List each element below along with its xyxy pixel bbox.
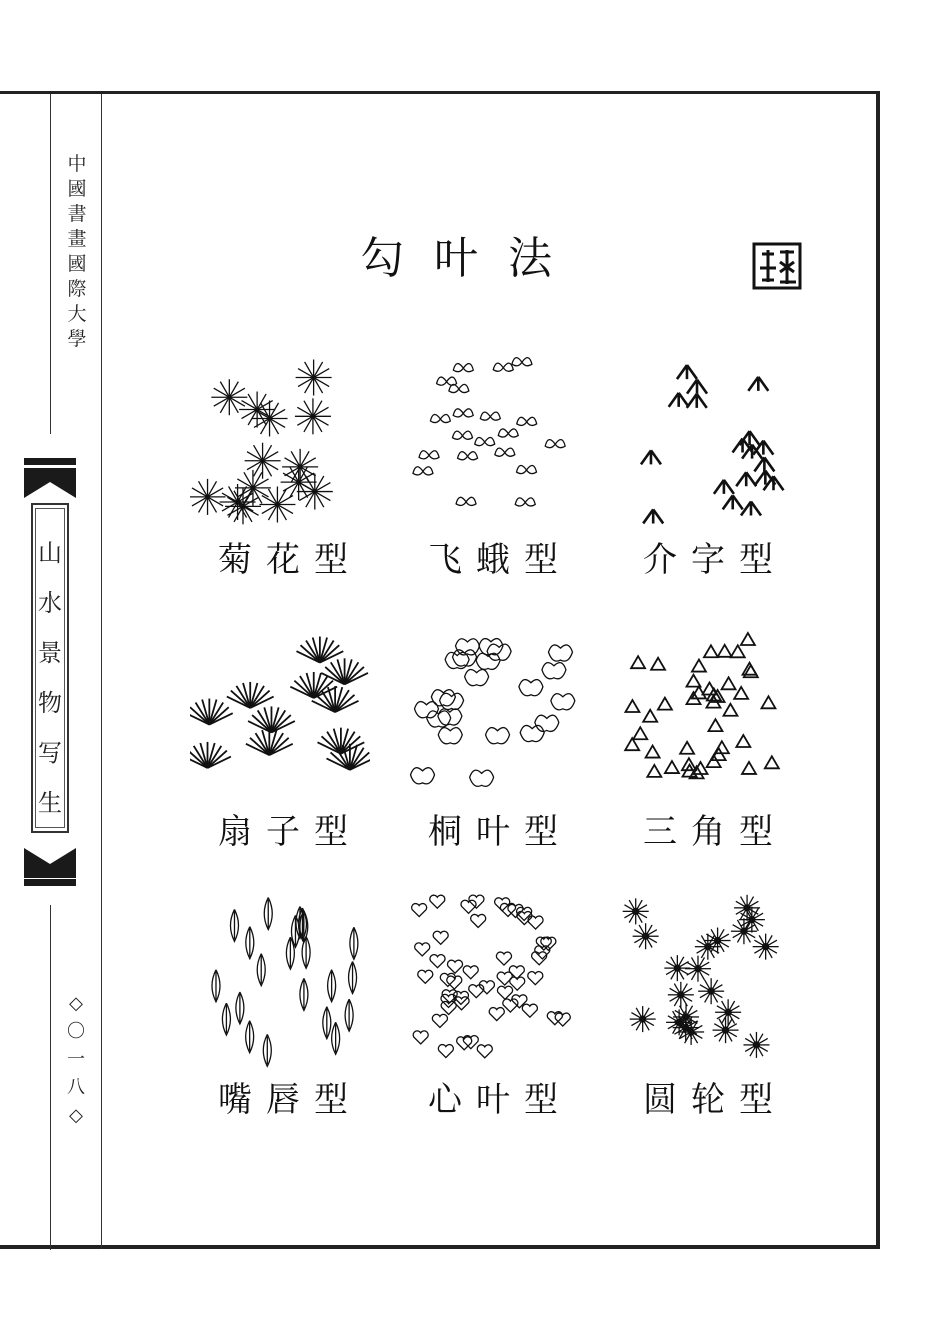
leaf-type-card xyxy=(615,890,815,1130)
page-number-digit: 八 xyxy=(67,1077,85,1098)
series-title xyxy=(66,152,88,352)
leaf-type-label: 圆轮型 xyxy=(643,1080,787,1120)
heart-leaf-icon xyxy=(400,890,580,1070)
page-number-diamond: ◇ xyxy=(69,993,83,1014)
series-char: 中 xyxy=(67,153,87,175)
leaf-type-label: 扇子型 xyxy=(218,812,362,852)
margin-rule-left xyxy=(50,94,51,434)
section-char: 物 xyxy=(38,689,62,717)
ornament-chevron-bottom xyxy=(24,842,76,878)
leaf-type-card xyxy=(190,622,390,862)
seal-icon xyxy=(752,242,802,290)
series-char: 大 xyxy=(67,303,87,325)
round-wheel-leaf-icon xyxy=(615,890,795,1070)
leaf-type-label: 桐叶型 xyxy=(428,812,572,852)
leaf-type-card xyxy=(400,350,600,590)
section-char: 水 xyxy=(38,589,62,617)
leaf-type-label: 介字型 xyxy=(643,540,787,580)
section-char: 写 xyxy=(38,739,62,767)
page-number xyxy=(64,990,88,1130)
leaf-type-label: 飞蛾型 xyxy=(428,540,572,580)
series-char: 國 xyxy=(67,178,87,200)
leaf-type-card xyxy=(190,350,390,590)
section-title xyxy=(33,528,67,828)
ornament-band-top xyxy=(24,458,76,465)
leaf-type-label: 嘴唇型 xyxy=(218,1080,362,1120)
moth-leaf-icon xyxy=(400,350,580,530)
triangle-leaf-icon xyxy=(615,622,795,802)
leaf-type-label: 三角型 xyxy=(643,812,787,852)
page-number-digit: 一 xyxy=(67,1049,85,1070)
page-heading: 勾叶法 xyxy=(360,233,582,284)
jie-character-leaf-icon xyxy=(615,350,795,530)
section-char: 生 xyxy=(38,789,62,817)
leaf-type-card xyxy=(615,350,815,590)
chrysanthemum-leaf-icon xyxy=(190,350,370,530)
series-char: 際 xyxy=(67,278,87,300)
section-char: 景 xyxy=(38,639,62,667)
margin-rule-right xyxy=(101,94,102,1249)
leaf-type-card xyxy=(615,622,815,862)
series-char: 學 xyxy=(67,328,87,350)
series-char: 國 xyxy=(67,253,87,275)
tung-leaf-icon xyxy=(400,622,580,802)
fan-leaf-icon xyxy=(190,622,370,802)
section-char: 山 xyxy=(38,539,62,567)
margin-rule-left-lower xyxy=(50,905,51,1250)
series-char: 書 xyxy=(67,203,87,225)
page-number-digit: 〇 xyxy=(67,1021,85,1042)
ornament-chevron-top xyxy=(24,468,76,504)
ornament-band-bottom xyxy=(24,879,76,886)
leaf-type-card xyxy=(190,890,390,1130)
leaf-type-label: 菊花型 xyxy=(218,540,362,580)
leaf-type-label: 心叶型 xyxy=(428,1080,572,1120)
leaf-type-card xyxy=(400,890,600,1130)
lip-leaf-icon xyxy=(190,890,370,1070)
page-number-diamond: ◇ xyxy=(69,1105,83,1126)
leaf-type-card xyxy=(400,622,600,862)
series-char: 畫 xyxy=(67,228,87,250)
